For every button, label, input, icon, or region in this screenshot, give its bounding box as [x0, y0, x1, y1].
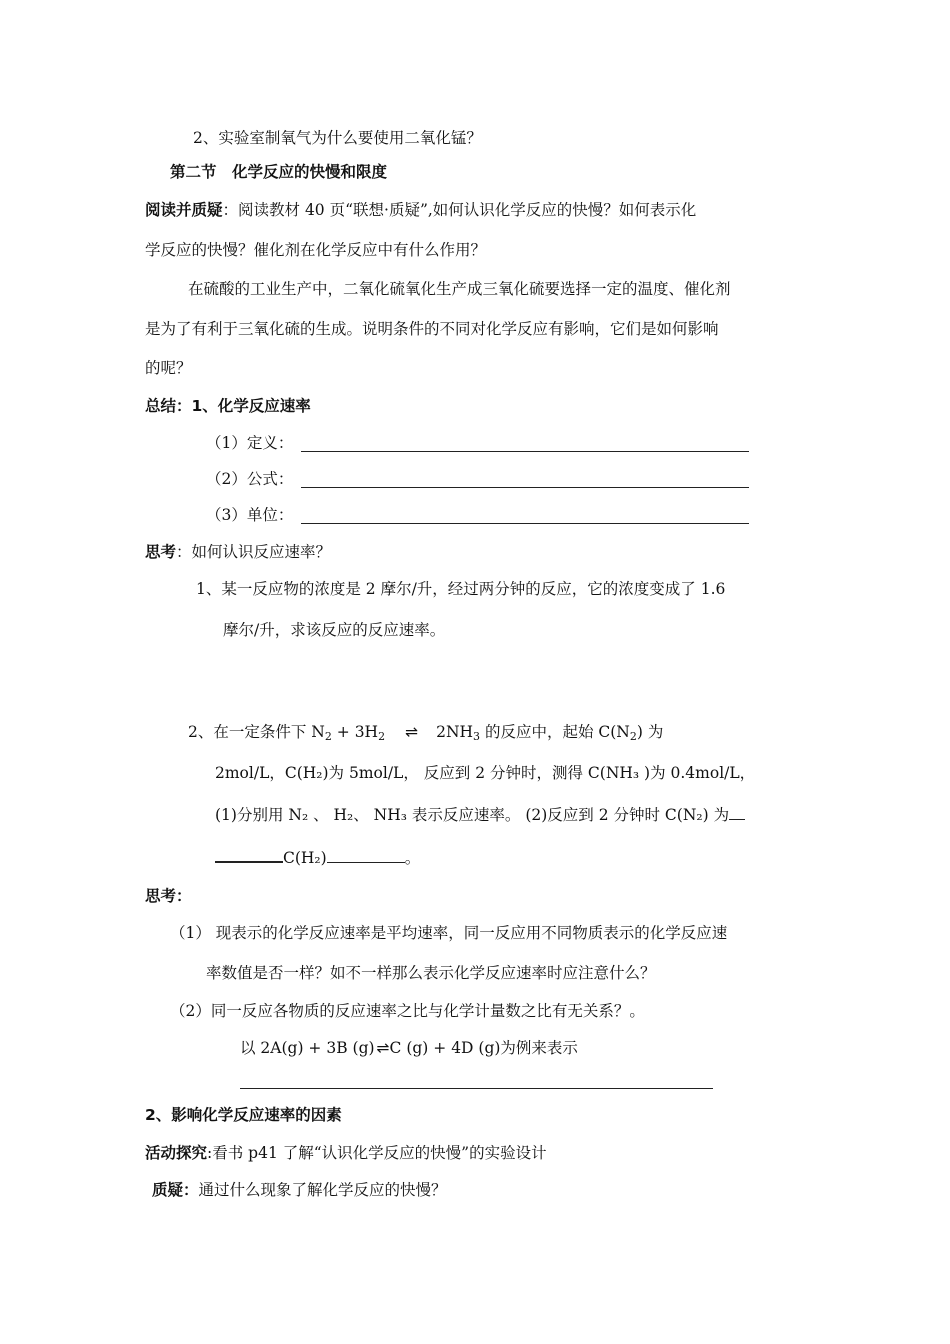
- paragraph-line-2: 是为了有利于三氧化硫的生成。说明条件的不同对化学反应有影响，它们是如何影响: [145, 320, 719, 338]
- paragraph-line-1: 在硫酸的工业生产中，二氧化硫氧化生产成三氧化硫要选择一定的温度、催化剂: [188, 280, 731, 298]
- read-line-1: [145, 203, 696, 219]
- read-label: 阅读并质疑: [145, 201, 223, 219]
- p2-text-c: ) 为: [636, 723, 664, 741]
- activity-label: 活动探究: [145, 1144, 208, 1162]
- problem-2-line-1: [188, 725, 663, 741]
- read-line-2: 学反应的快慢？催化剂在化学反应中有什么作用？: [145, 241, 487, 259]
- p2-ch2: C(H₂): [283, 849, 327, 867]
- problem-2-line-2: 2mol/L，C(H₂)为 5mol/L， 反应到 2 分钟时，测得 C(NH₃ )为 0.4mol/L，: [215, 764, 756, 782]
- summary-formula: （2）公式：: [206, 470, 294, 488]
- think-2-q1-line-1: （1） 现表示的化学反应速率是平均速率，同一反应用不同物质表示的化学反应速: [170, 924, 728, 942]
- p2-end: 。: [404, 849, 421, 867]
- p2-nh3: 2NH: [436, 723, 474, 741]
- example-left: 以 2A(g) + 3B (g): [240, 1039, 375, 1057]
- p2-l3-text: (1)分别用 N₂ 、 H₂、 NH₃ 表示反应速率。 (2)反应到 2 分钟时 C(N₂) 为: [215, 806, 730, 824]
- p2-text-b: 的反应中，起始 C(N: [480, 723, 630, 741]
- paragraph-line-3: 的呢？: [145, 359, 192, 377]
- think-2-q2: （2）同一反应各物质的反应速率之比与化学计量数之比有无关系？。: [170, 1002, 645, 1020]
- summary-title: 总结：1、化学反应速率: [145, 397, 311, 415]
- example-equilibrium-arrow-icon: ⇌: [376, 1039, 388, 1057]
- activity-text: :看书 p41 了解“认识化学反应的快慢”的实验设计: [207, 1144, 547, 1162]
- summary-definition: （1）定义：: [206, 434, 294, 452]
- example-equation: [240, 1041, 578, 1057]
- question-label: 质疑：: [152, 1181, 199, 1199]
- definition-blank: [301, 451, 749, 452]
- unit-blank: [301, 523, 749, 524]
- example-blank: [240, 1088, 713, 1089]
- section-title: 第二节 化学反应的快慢和限度: [170, 163, 388, 181]
- summary-unit: （3）单位：: [206, 506, 294, 524]
- question-text: 通过什么现象了解化学反应的快慢？: [198, 1181, 447, 1199]
- problem-1-line-2: 摩尔/升，求该反应的反应速率。: [223, 621, 446, 639]
- think-2-title: 思考：: [145, 887, 192, 905]
- factors-title: 2、影响化学反应速率的因素: [145, 1106, 342, 1124]
- read-text-1: ：阅读教材 40 页“联想·质疑”,如何认识化学反应的快慢？如何表示化: [222, 201, 697, 219]
- cn2-blank: [215, 849, 283, 863]
- cn2-blank-start: [729, 807, 745, 820]
- think-1-label: 思考: [145, 543, 177, 561]
- p2-nh3-sub: 3: [473, 730, 481, 743]
- example-right: C (g) + 4D (g)为例来表示: [389, 1039, 578, 1057]
- p2-h2-sub: 2: [378, 730, 386, 743]
- p2-cn2-sub: 2: [629, 730, 637, 743]
- problem-1-line-1: 1、某一反应物的浓度是 2 摩尔/升，经过两分钟的反应，它的浓度变成了 1.6: [196, 580, 726, 598]
- activity-line: [145, 1146, 547, 1162]
- think-1: [145, 545, 331, 561]
- p2-text-a: 2、在一定条件下 N: [188, 723, 325, 741]
- prev-question-2: 2、实验室制氧气为什么要使用二氧化锰？: [193, 129, 482, 147]
- equilibrium-arrow-icon: ⇌: [405, 723, 417, 741]
- ch2-blank: [327, 850, 405, 863]
- think-2-q1-line-2: 率数值是否一样？如不一样那么表示化学反应速率时应注意什么？: [206, 964, 656, 982]
- p2-n2-sub: 2: [324, 730, 332, 743]
- question-line: [152, 1183, 447, 1199]
- p2-plus: + 3H: [331, 723, 379, 741]
- formula-blank: [301, 487, 749, 488]
- think-1-text: ：如何认识反应速率？: [176, 543, 332, 561]
- problem-2-line-4: [215, 849, 420, 867]
- problem-2-line-3: [215, 807, 745, 824]
